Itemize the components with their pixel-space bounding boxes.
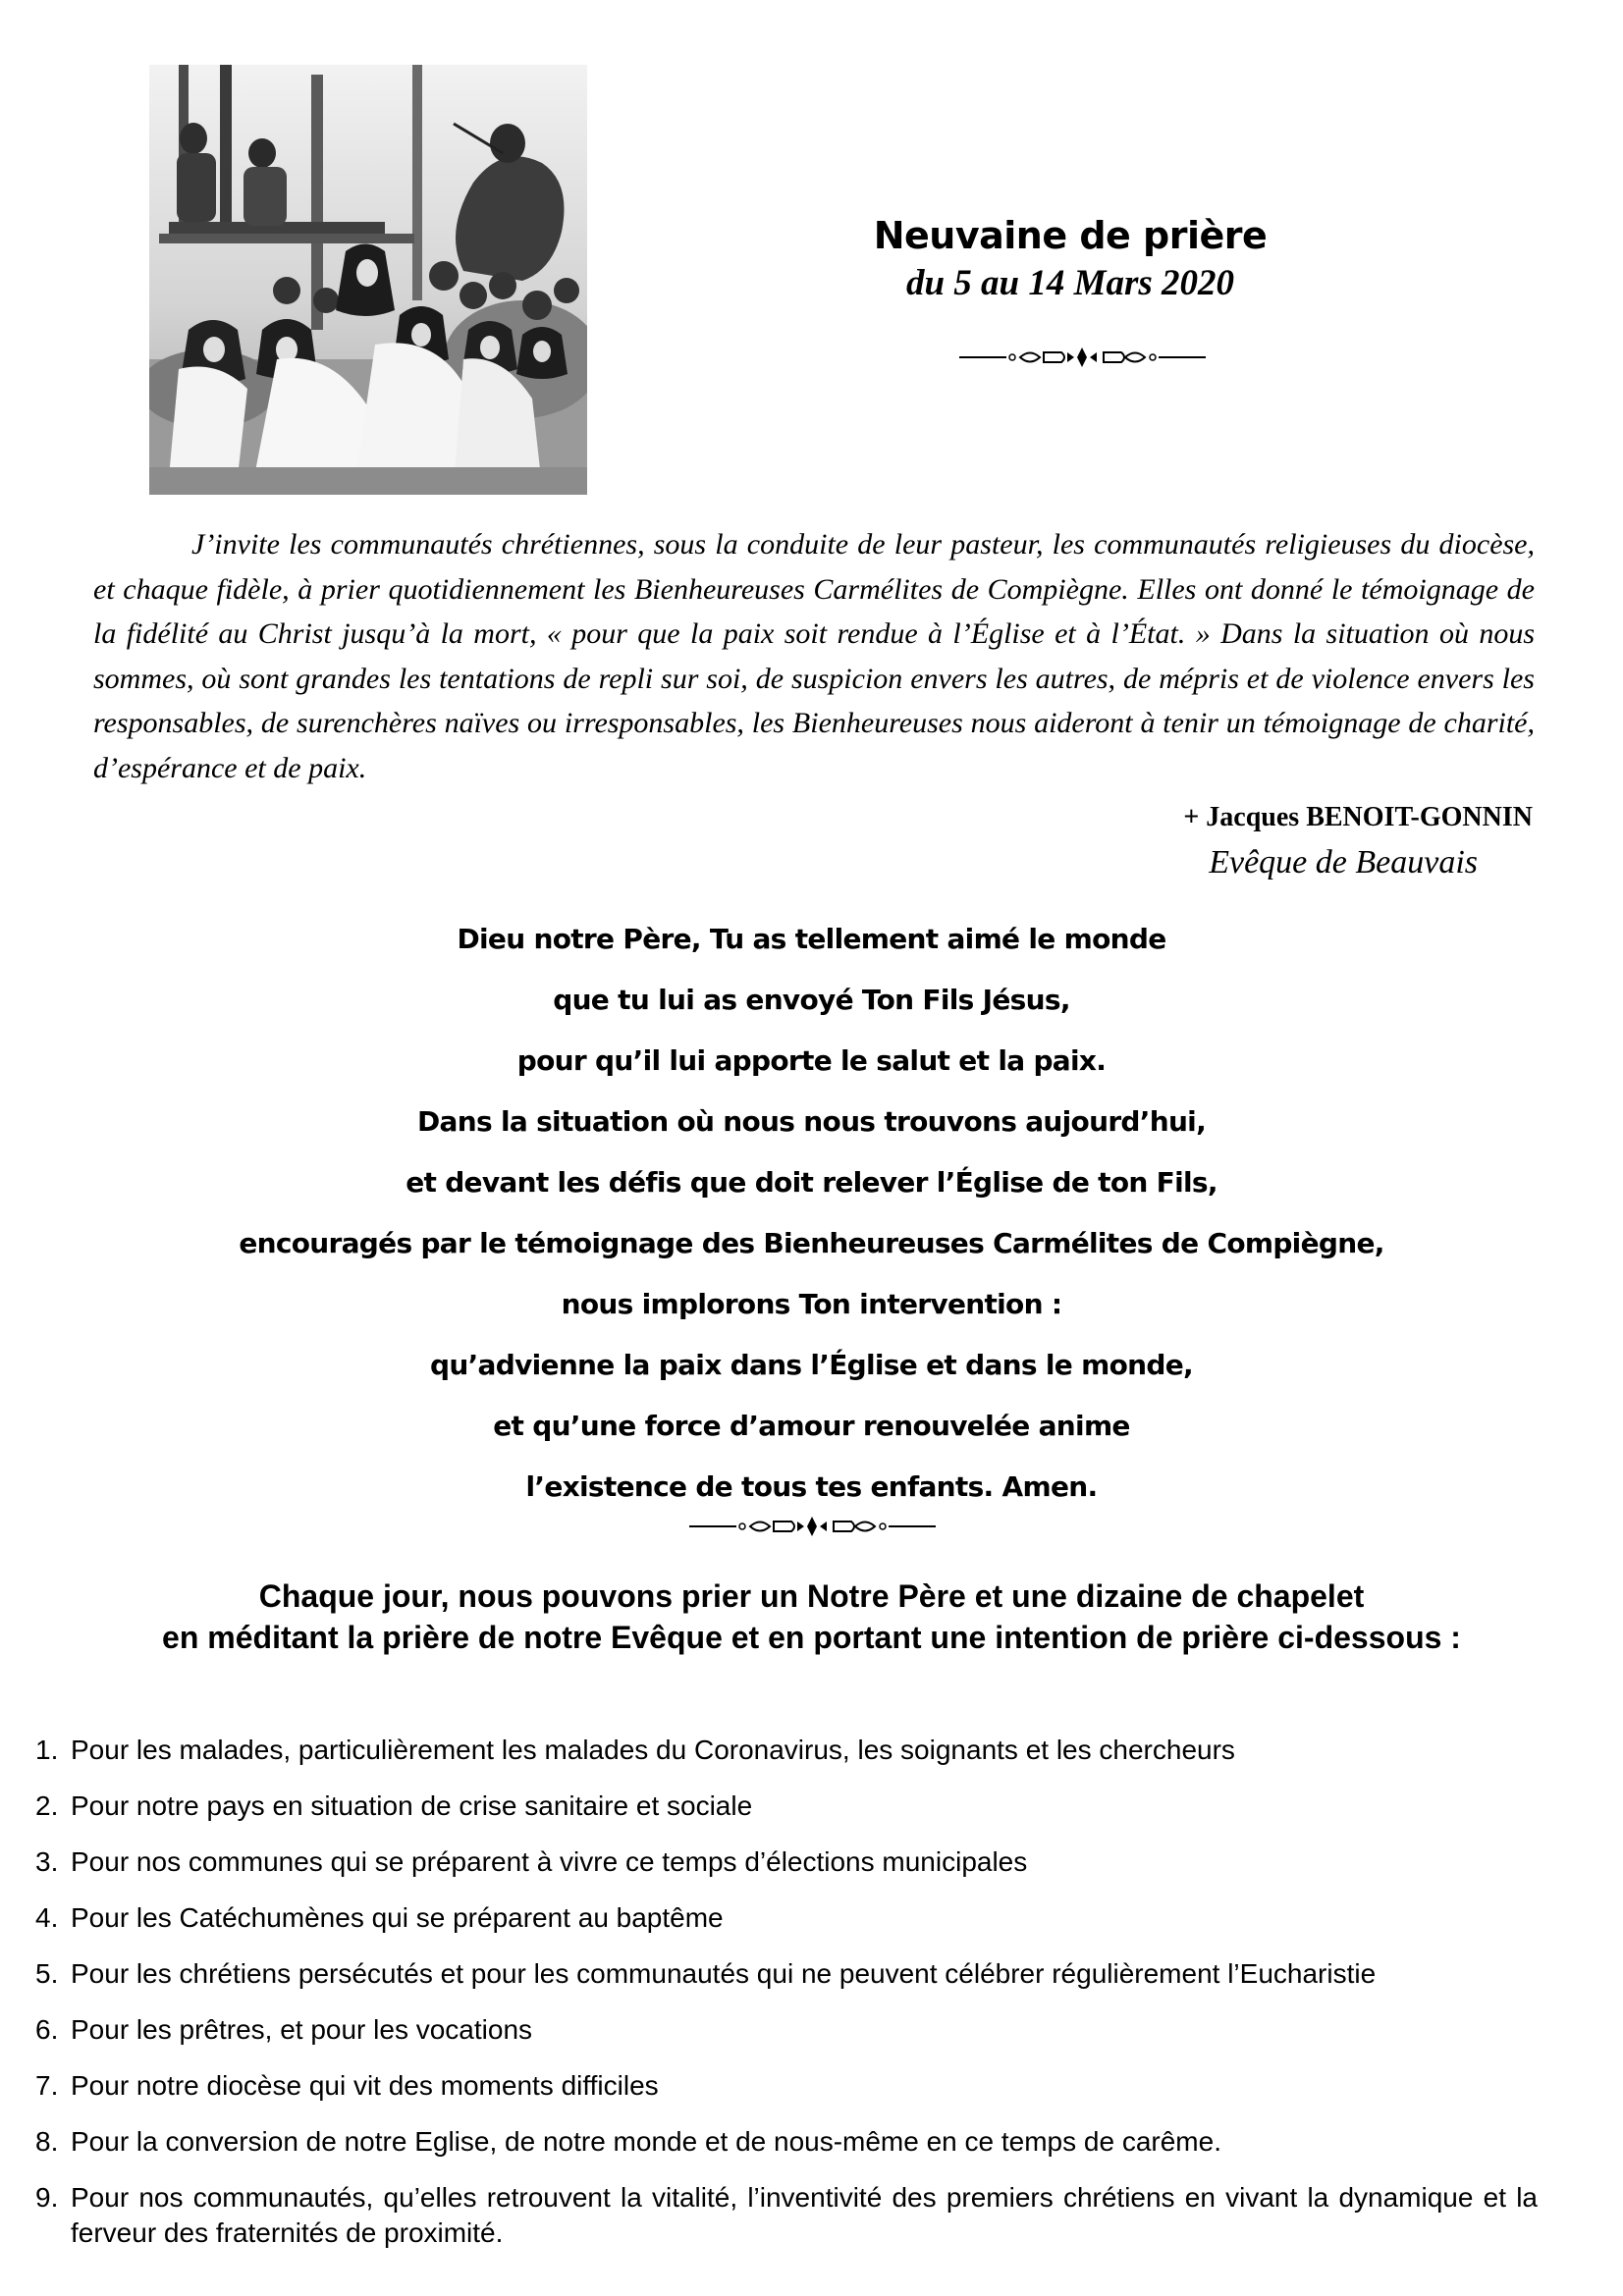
daily-line: Chaque jour, nous pouvons prier un Notre Père et une dizaine de chapelet [258, 1578, 1365, 1614]
intentions-list [35, 1733, 1538, 2271]
item-text: Pour notre diocèse qui vit des moments difficiles [71, 2070, 659, 2101]
daily-line: en méditant la prière de notre Evêque et en portant une intention de prière ci-dessous : [162, 1620, 1461, 1655]
item-number: 5. [35, 1958, 59, 1989]
ornament-divider-icon [957, 346, 1208, 369]
item-number: 4. [35, 1902, 59, 1933]
prayer-line: encouragés par le témoignage des Bienheureuses Carmélites de Compiègne, [239, 1227, 1384, 1259]
item-number: 2. [35, 1790, 59, 1821]
item-number: 8. [35, 2126, 59, 2157]
list-item [35, 1844, 1538, 1880]
ornament-divider-icon [687, 1515, 938, 1538]
item-text: Pour les malades, particulièrement les malades du Coronavirus, les soignants et les chercheurs [71, 1735, 1235, 1765]
list-item [35, 2124, 1538, 2160]
prayer-line: pour qu’il lui apporte le salut et la paix. [516, 1044, 1107, 1077]
item-number: 7. [35, 2070, 59, 2101]
item-number: 9. [35, 2182, 59, 2213]
prayer-line: Dans la situation où nous nous trouvons aujourd’hui, [416, 1105, 1207, 1138]
prayer-line: que tu lui as envoyé Ton Fils Jésus, [553, 984, 1070, 1016]
prayer-line: l’existence de tous tes enfants. Amen. [525, 1470, 1098, 1503]
page-title: Neuvaine de prière [873, 214, 1268, 257]
title-block [815, 211, 1325, 307]
item-text: Pour les prêtres, et pour les vocations [71, 2014, 533, 2045]
list-item [35, 2068, 1538, 2104]
bishop-title: Evêque de Beauvais [1209, 844, 1478, 881]
item-text: Pour nos communes qui se préparent à vivre ce temps d’élections municipales [71, 1846, 1028, 1877]
date-range: du 5 au 14 Mars 2020 [905, 263, 1235, 303]
bishop-name: + Jacques BENOIT-GONNIN [1183, 802, 1533, 832]
prayer-line: et devant les défis que doit relever l’Église de ton Fils, [406, 1166, 1217, 1199]
item-text: Pour la conversion de notre Eglise, de notre monde et de nous-même en ce temps de carême. [71, 2126, 1221, 2157]
item-number: 1. [35, 1735, 59, 1765]
list-item [35, 1789, 1538, 1824]
item-text: Pour les chrétiens persécutés et pour les communautés qui ne peuvent célébrer régulièrement l’Eucharistie [71, 1958, 1377, 1989]
item-text: Pour notre pays en situation de crise sanitaire et sociale [71, 1790, 753, 1821]
prayer-line: nous implorons Ton intervention : [561, 1288, 1062, 1320]
list-item [35, 1956, 1538, 1992]
item-number: 3. [35, 1846, 59, 1877]
list-item [35, 2180, 1538, 2251]
item-text: Pour les Catéchumènes qui se préparent au baptême [71, 1902, 724, 1933]
prayer-text [0, 909, 1623, 1518]
daily-instructions [0, 1575, 1623, 1658]
signature-block [1183, 795, 1533, 885]
prayer-line: qu’advienne la paix dans l’Église et dans le monde, [430, 1349, 1193, 1381]
intro-paragraph: J’invite les communautés chrétiennes, sous la conduite de leur pasteur, les communautés religieuses du diocèse, et chaque fidèle, à prier quotidiennement les Bienheureuses Carmélites de Compiègne. Elles ont donné le témoignage de la fidélité au Christ jusqu’à la mort, « pour que la paix soit rendue à l’Église et à l’État. » Dans la situation où nous sommes, où sont grandes les tentations de repli sur soi, de suspicion envers les autres, de mépris et de violence envers les responsables, de surenchères naïves ou irresponsables, les Bienheureuses nous aideront à tenir un témoignage de charité, d’espérance et de paix. [93, 528, 1535, 784]
list-item [35, 2012, 1538, 2048]
prayer-line: et qu’une force d’amour renouvelée anime [493, 1410, 1130, 1442]
item-text: Pour nos communautés, qu’elles retrouvent la vitalité, l’inventivité des premiers chrétiens en vivant la dynamique et la ferveur des fraternités de proximité. [71, 2182, 1538, 2248]
list-item [35, 1900, 1538, 1936]
carmelites-engraving [149, 65, 587, 495]
item-number: 6. [35, 2014, 59, 2045]
prayer-line: Dieu notre Père, Tu as tellement aimé le monde [457, 923, 1166, 955]
list-item [35, 1733, 1538, 1768]
